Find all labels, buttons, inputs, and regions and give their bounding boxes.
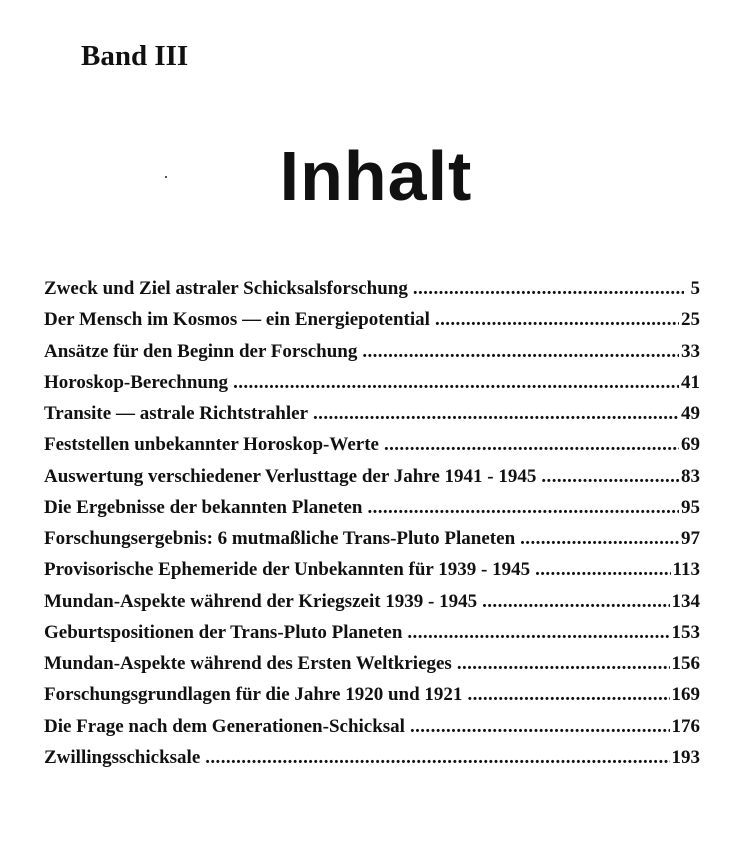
toc-entry	[44, 304, 700, 335]
toc-entry-title: Mundan-Aspekte während des Ersten Weltkrieges	[44, 653, 452, 674]
dot-leader	[205, 742, 669, 773]
dot-leader	[407, 617, 669, 648]
toc-entry	[44, 679, 700, 710]
toc-entry-page: 153	[671, 621, 700, 643]
toc-entry-title: Transite — astrale Richtstrahler	[44, 403, 309, 424]
toc-entry-page: 176	[671, 715, 700, 737]
table-of-contents	[44, 273, 700, 773]
toc-entry	[44, 336, 700, 367]
toc-entry	[44, 492, 700, 523]
toc-entry-page: 134	[671, 590, 700, 612]
dot-leader	[367, 492, 679, 523]
toc-entry	[44, 586, 700, 617]
toc-entry-page: 49	[681, 403, 700, 424]
toc-entry-title: Provisorische Ephemeride der Unbekannten für 1939 - 1945	[44, 559, 531, 581]
toc-entry-page: 69	[681, 434, 700, 456]
toc-entry-page: 33	[681, 340, 700, 362]
dot-leader	[482, 586, 669, 617]
toc-entry	[44, 617, 700, 648]
toc-entry-title: Forschungsgrundlagen für die Jahre 1920 und 1921	[44, 684, 463, 706]
toc-entry-page: 97	[681, 528, 700, 549]
toc-entry-title: Zweck und Ziel astraler Schicksalsforschung	[44, 278, 408, 299]
toc-entry-page: 113	[672, 559, 700, 581]
toc-entry-page: 156	[671, 653, 700, 674]
toc-entry	[44, 554, 700, 585]
toc-entry-page: 5	[690, 278, 700, 299]
toc-entry-page: 169	[671, 684, 700, 706]
toc-entry-title: Feststellen unbekannter Horoskop-Werte	[44, 434, 379, 456]
dot-leader	[467, 679, 669, 710]
dot-leader	[457, 648, 670, 679]
toc-entry	[44, 523, 700, 554]
toc-entry-title: Der Mensch im Kosmos — ein Energiepotential	[44, 309, 430, 331]
toc-entry-title: Auswertung verschiedener Verlusttage der Jahre 1941 - 1945	[44, 465, 537, 487]
toc-entry-title: Die Ergebnisse der bekannten Planeten	[44, 496, 363, 518]
toc-entry-page: 193	[671, 746, 700, 768]
toc-entry	[44, 273, 700, 304]
toc-entry-title: Zwillingsschicksale	[44, 746, 201, 768]
toc-entry-title: Ansätze für den Beginn der Forschung	[44, 340, 358, 362]
toc-entry	[44, 711, 700, 742]
toc-entry-page: 25	[681, 309, 700, 331]
dot-leader	[413, 273, 684, 304]
dot-leader	[535, 554, 670, 585]
toc-entry	[44, 429, 700, 460]
toc-entry	[44, 398, 700, 429]
toc-entry-page: 41	[681, 371, 700, 393]
toc-entry	[44, 461, 700, 492]
toc-entry	[44, 742, 700, 773]
toc-entry-title: Die Frage nach dem Generationen-Schicksal	[44, 715, 405, 737]
toc-entry-title: Horoskop-Berechnung	[44, 371, 229, 393]
page-title: Inhalt	[279, 137, 473, 215]
dot-leader	[541, 461, 679, 492]
dot-leader	[520, 523, 679, 554]
toc-entry	[44, 367, 700, 398]
dot-leader	[435, 304, 679, 335]
dot-leader	[362, 336, 679, 367]
toc-entry-title: Geburtspositionen der Trans-Pluto Planeten	[44, 621, 403, 643]
dot-leader	[313, 398, 679, 429]
dot-leader	[384, 429, 679, 460]
dot-leader	[233, 367, 679, 398]
volume-label: Band III	[81, 40, 189, 72]
toc-entry-page: 83	[681, 465, 700, 487]
toc-entry	[44, 648, 700, 679]
dot-leader	[410, 711, 670, 742]
toc-entry-title: Forschungsergebnis: 6 mutmaßliche Trans-Pluto Planeten	[44, 528, 516, 549]
toc-entry-page: 95	[681, 496, 700, 518]
toc-entry-title: Mundan-Aspekte während der Kriegszeit 1939 - 1945	[44, 590, 478, 612]
